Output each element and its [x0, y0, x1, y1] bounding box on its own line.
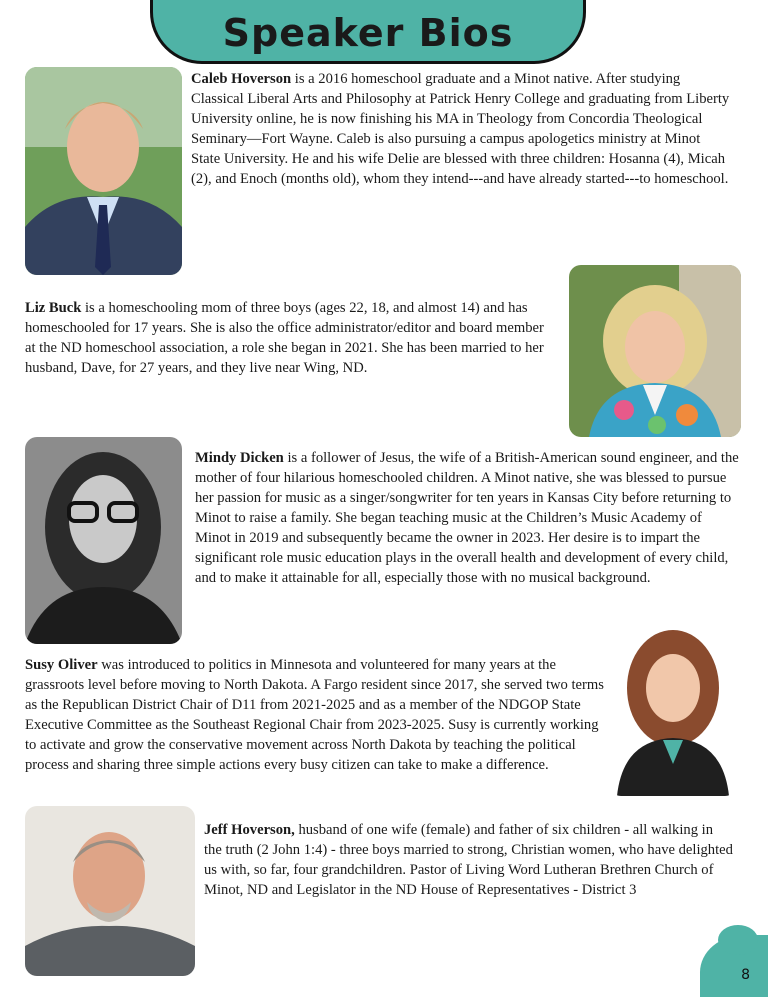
- speaker-name: Mindy Dicken: [195, 450, 284, 466]
- speaker-name: Liz Buck: [25, 300, 82, 316]
- speaker-bio-text: is a 2016 homeschool graduate and a Minot native. After studying Classical Liberal Arts and Philosophy at Patrick Henry College and graduating from Liberty University online, he is now finishing his MA in Theology from Concordia Theological Seminary—Fort Wayne. Caleb is also pursuing a campus apologetics ministry at Minot State University. He and his wife Delie are blessed with three children: Hosanna (4), Micah (2), and Enoch (months old), whom they intend---and have already started---to homeschool.: [191, 71, 730, 187]
- title-banner: [150, 0, 586, 64]
- speaker-bio-text: is a homeschooling mom of three boys (ages 22, 18, and almost 14) and has homeschooled for 17 years. She is also the office administrator/editor and board member at the ND homeschool association, a role she began in 2021. She has been married to her husband, Dave, for 27 years, and they live near Wing, ND.: [25, 300, 544, 376]
- page-title: Speaker Bios: [222, 11, 514, 55]
- caleb-hoverson-photo: [25, 67, 182, 275]
- jeff-hoverson-photo: [25, 806, 195, 976]
- speaker-bio-text: is a follower of Jesus, the wife of a British-American sound engineer, and the mother of four hilarious homeschooled children. A Minot native, she was blessed to pursue her passion for music as a singer/songwriter for ten years in Kansas City before returning to Minot to raise a family. She began teaching music at the Children’s Music Academy of Minot in 2019 and subsequently became the owner in 2023. Her desire is to impart the significant role music education plays in the overall health and development of every child, and to make it attainable for all, especially those with no musical background.: [195, 450, 739, 586]
- speaker-name: Susy Oliver: [25, 657, 98, 673]
- bio-susy-oliver: [25, 655, 605, 775]
- bio-mindy-dicken: [195, 448, 740, 588]
- speaker-name: Jeff Hoverson,: [204, 822, 295, 838]
- speaker-name: Caleb Hoverson: [191, 71, 292, 87]
- bio-caleb-hoverson: [191, 69, 731, 189]
- bio-liz-buck: [25, 298, 555, 378]
- page-number: 8: [741, 967, 750, 983]
- liz-buck-photo: [569, 265, 741, 437]
- speaker-bio-text: husband of one wife (female) and father of six children - all walking in the truth (2 John 1:4) - three boys married to strong, Christian women, who have delighted us with, so far, four grandchildren. Pastor of Living Word Lutheran Brethren Church of Minot, ND and Legislator in the ND House of Representatives - District 3: [204, 822, 733, 898]
- speaker-bio-text: was introduced to politics in Minnesota and volunteered for many years at the grassroots level before moving to North Dakota. A Fargo resident since 2017, she served two terms as the Republican District Chair of D11 from 2021-2025 and as a member of the NDGOP State Executive Committee as the Southeast Regional Chair from 2023-2025. Susy is currently working to activate and grow the conservative movement across North Dakota by teaching the political process and sharing three simple actions every busy citizen can take to make a difference.: [25, 657, 604, 773]
- corner-decoration: [700, 935, 768, 997]
- susy-oliver-photo: [609, 622, 737, 796]
- bio-jeff-hoverson: [204, 820, 734, 900]
- mindy-dicken-photo: [25, 437, 182, 644]
